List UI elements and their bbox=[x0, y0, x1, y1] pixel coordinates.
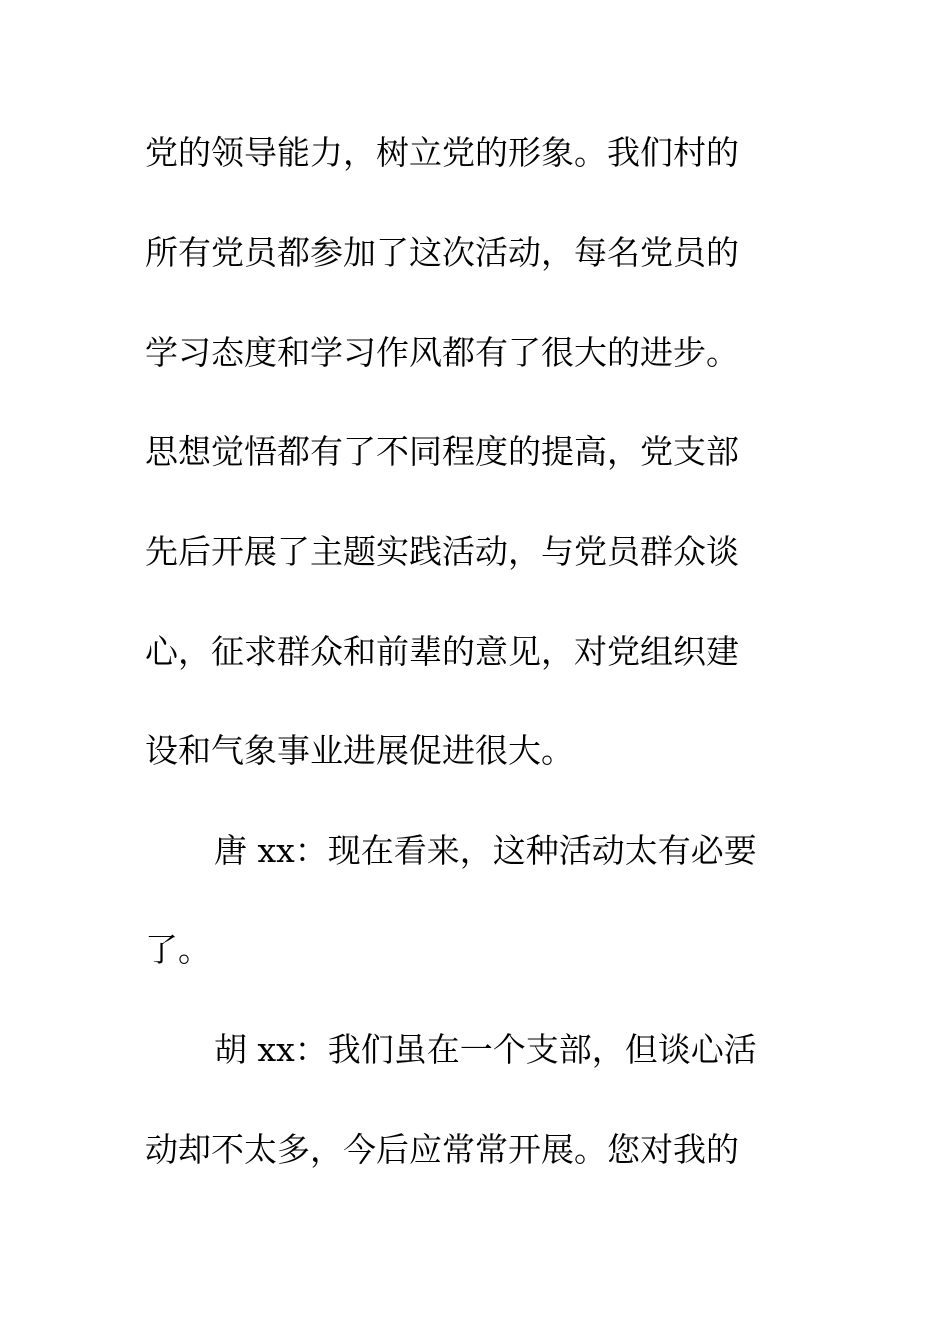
dialogue-line-hu: 胡 xx：我们虽在一个支部，但谈心活 bbox=[214, 1030, 757, 1069]
text-line-5: 先后开展了主题实践活动，与党员群众谈 bbox=[145, 532, 739, 571]
dialogue-line-tang: 唐 xx：现在看来，这种活动太有必要 bbox=[214, 831, 757, 870]
text-line-1: 党的领导能力，树立党的形象。我们村的 bbox=[145, 133, 739, 172]
text-line-9: 了。 bbox=[145, 930, 211, 969]
text-line-6: 心，征求群众和前辈的意见，对党组织建 bbox=[145, 632, 739, 671]
text-line-11: 动却不太多，今后应常常开展。您对我的 bbox=[145, 1130, 739, 1169]
text-line-2: 所有党员都参加了这次活动，每名党员的 bbox=[145, 233, 739, 272]
text-line-3: 学习态度和学习作风都有了很大的进步。 bbox=[145, 333, 739, 372]
text-line-7: 设和气象事业进展促进很大。 bbox=[145, 731, 574, 770]
text-line-4: 思想觉悟都有了不同程度的提高，党支部 bbox=[145, 432, 739, 471]
